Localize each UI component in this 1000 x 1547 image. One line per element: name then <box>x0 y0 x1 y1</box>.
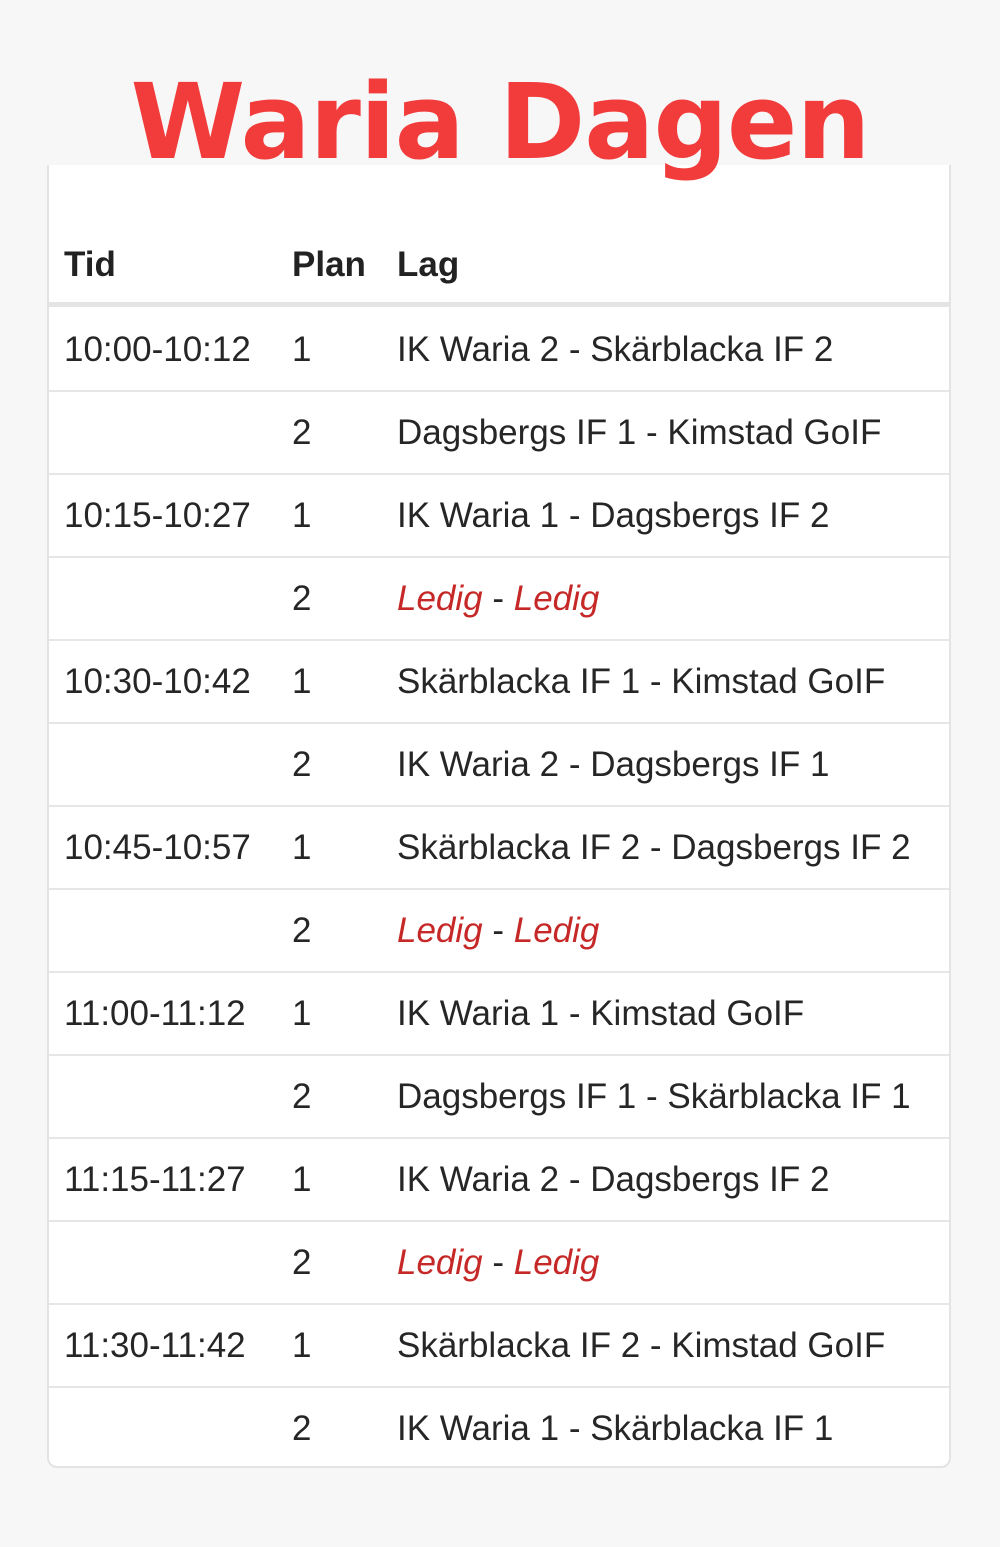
team-separator: - <box>636 1077 668 1116</box>
away-team: Skärblacka IF 1 <box>590 1409 834 1448</box>
away-team: Kimstad GoIF <box>590 994 805 1033</box>
away-team: Kimstad GoIF <box>671 662 886 701</box>
team-separator: - <box>640 662 672 701</box>
home-team: Skärblacka IF 1 <box>397 662 641 701</box>
match-plan: 1 <box>292 496 312 535</box>
match-time: 10:30-10:42 <box>64 662 251 701</box>
header-time: Tid <box>64 245 116 284</box>
team-separator: - <box>559 994 591 1033</box>
match-teams <box>397 641 885 722</box>
team-separator: - <box>559 1160 591 1199</box>
match-teams <box>397 890 599 971</box>
team-separator: - <box>640 1326 672 1365</box>
match-plan: 2 <box>292 413 312 452</box>
table-row <box>49 1056 949 1139</box>
match-plan: 1 <box>292 828 312 867</box>
team-separator: - <box>559 496 591 535</box>
table-row <box>49 890 949 973</box>
match-teams <box>397 1305 885 1386</box>
match-plan: 1 <box>292 1160 312 1199</box>
match-time: 10:15-10:27 <box>64 496 251 535</box>
home-team: Ledig <box>397 911 483 950</box>
header-plan: Plan <box>292 245 366 284</box>
home-team: IK Waria 1 <box>397 1409 560 1448</box>
home-team: IK Waria 2 <box>397 1160 560 1199</box>
table-row <box>49 724 949 807</box>
home-team: IK Waria 2 <box>397 745 560 784</box>
match-teams <box>397 558 599 639</box>
match-teams <box>397 1222 599 1303</box>
team-separator: - <box>636 413 668 452</box>
away-team: Ledig <box>513 911 600 950</box>
match-plan: 2 <box>292 1077 312 1116</box>
header-team: Lag <box>397 245 460 284</box>
away-team: Dagsbergs IF 2 <box>590 496 830 535</box>
away-team: Ledig <box>513 579 600 618</box>
team-separator: - <box>482 579 514 618</box>
home-team: Dagsbergs IF 1 <box>397 1077 637 1116</box>
match-time: 10:45-10:57 <box>64 828 251 867</box>
match-teams <box>397 1388 833 1469</box>
team-separator: - <box>559 745 591 784</box>
match-time: 11:15-11:27 <box>64 1160 246 1199</box>
match-teams <box>397 392 881 473</box>
away-team: Skärblacka IF 2 <box>590 330 834 369</box>
team-separator: - <box>559 330 591 369</box>
table-row <box>49 558 949 641</box>
table-row <box>49 392 949 475</box>
table-row <box>49 1305 949 1388</box>
match-plan: 2 <box>292 1409 312 1448</box>
home-team: IK Waria 1 <box>397 496 560 535</box>
match-time: 11:00-11:12 <box>64 994 246 1033</box>
match-teams <box>397 309 833 390</box>
match-plan: 2 <box>292 1243 312 1282</box>
away-team: Dagsbergs IF 2 <box>590 1160 830 1199</box>
table-row <box>49 1222 949 1305</box>
away-team: Dagsbergs IF 1 <box>590 745 830 784</box>
team-separator: - <box>482 911 514 950</box>
table-row <box>49 973 949 1056</box>
away-team: Skärblacka IF 1 <box>667 1077 911 1116</box>
match-plan: 1 <box>292 1326 312 1365</box>
match-plan: 2 <box>292 745 312 784</box>
table-row <box>49 1139 949 1222</box>
team-separator: - <box>559 1409 591 1448</box>
away-team: Dagsbergs IF 2 <box>671 828 911 867</box>
match-plan: 1 <box>292 330 312 369</box>
table-row <box>49 641 949 724</box>
team-separator: - <box>640 828 672 867</box>
table-row <box>49 807 949 890</box>
away-team: Ledig <box>513 1243 600 1282</box>
match-time: 11:30-11:42 <box>64 1326 246 1365</box>
match-teams <box>397 973 804 1054</box>
match-plan: 2 <box>292 579 312 618</box>
match-teams <box>397 1139 829 1220</box>
away-team: Kimstad GoIF <box>671 1326 886 1365</box>
schedule-card <box>47 165 951 1468</box>
table-row <box>49 475 949 558</box>
match-plan: 1 <box>292 662 312 701</box>
away-team: Kimstad GoIF <box>667 413 882 452</box>
home-team: Dagsbergs IF 1 <box>397 413 637 452</box>
match-teams <box>397 1056 911 1137</box>
match-teams <box>397 475 829 556</box>
home-team: Ledig <box>397 1243 483 1282</box>
match-teams <box>397 807 911 888</box>
home-team: IK Waria 2 <box>397 330 560 369</box>
match-plan: 1 <box>292 994 312 1033</box>
home-team: IK Waria 1 <box>397 994 560 1033</box>
table-row <box>49 1388 949 1471</box>
table-row <box>49 309 949 392</box>
table-body <box>49 309 949 1471</box>
home-team: Skärblacka IF 2 <box>397 828 641 867</box>
home-team: Ledig <box>397 579 483 618</box>
home-team: Skärblacka IF 2 <box>397 1326 641 1365</box>
match-time: 10:00-10:12 <box>64 330 251 369</box>
match-plan: 2 <box>292 911 312 950</box>
table-header <box>49 227 949 307</box>
team-separator: - <box>482 1243 514 1282</box>
page-title: Waria Dagen <box>130 61 870 183</box>
match-teams <box>397 724 829 805</box>
